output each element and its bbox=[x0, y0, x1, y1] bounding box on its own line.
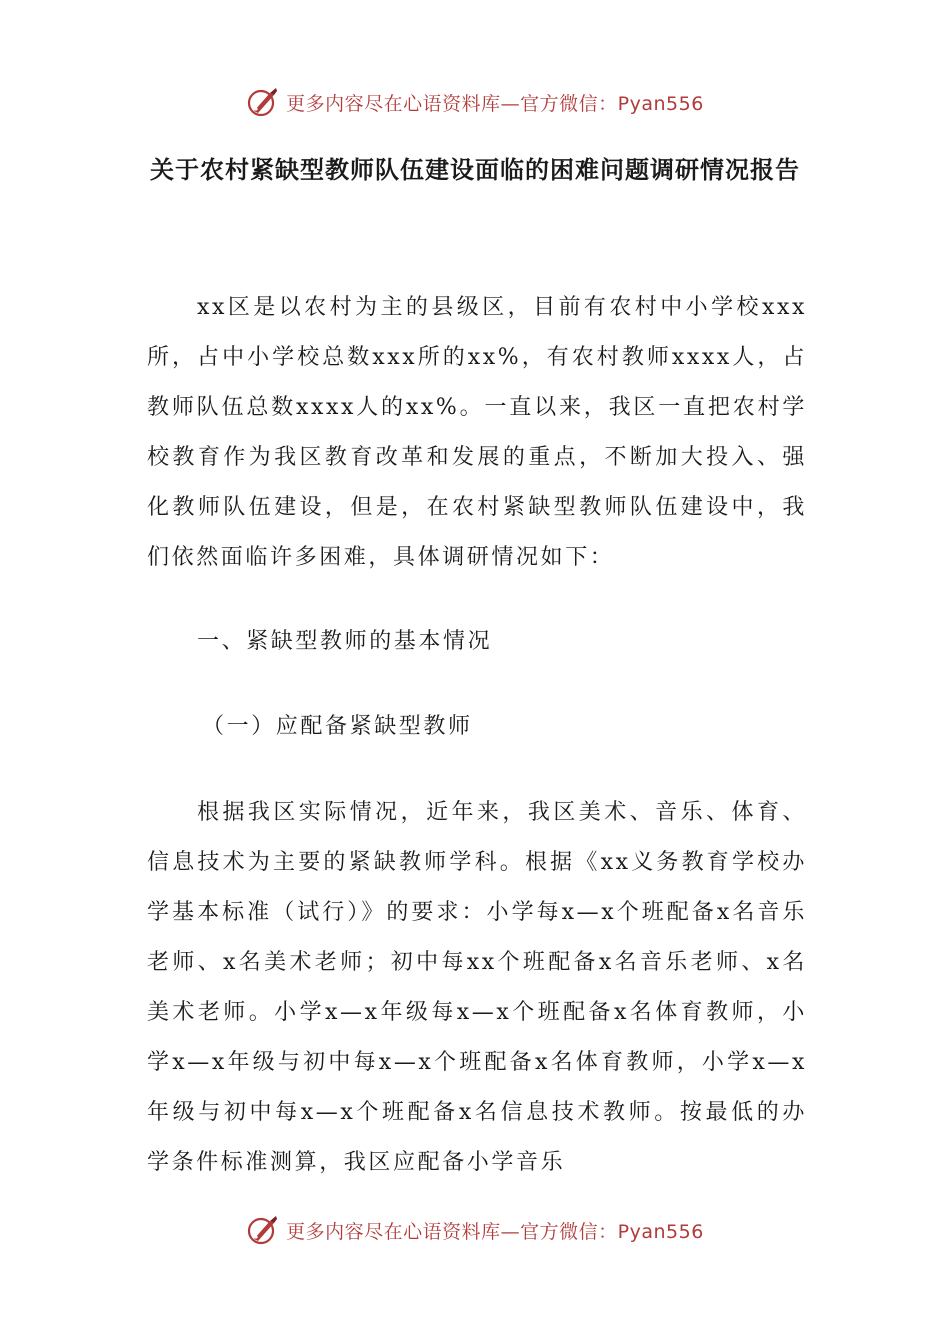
subsection-heading bbox=[147, 702, 807, 752]
pen-logo-icon bbox=[246, 85, 280, 119]
banner-caption: 更多内容尽在心语资料库—官方微信： bbox=[286, 1220, 618, 1243]
document-title: 关于农村紧缺型教师队伍建设面临的困难问题调研情况报告 bbox=[150, 156, 800, 184]
paragraph: 根据我区实际情况，近年来，我区美术、音乐、体育、信息技术为主要的紧缺教师学科。根据《xx义务教育学校办学基本标准（试行）》的要求：小学每x—x个班配备x名音乐老师、x名美术老师；初中每xx个班配备x名音乐老师、x名美术老师。小学x—x年级每x—x个班配备x名体育教师，小学x—x年级与初中每x—x个班配备x名体育教师，小学x—x年级与初中每x—x个班配备x名信息技术教师。按最低的办学条件标准测算，我区应配备小学音乐 bbox=[147, 800, 807, 1175]
banner-caption: 更多内容尽在心语资料库—官方微信： bbox=[286, 92, 618, 115]
detail-paragraph bbox=[147, 788, 807, 1188]
banner-text bbox=[286, 89, 704, 116]
subheading-text: （一）应配备紧缺型教师 bbox=[202, 714, 473, 739]
pen-logo-icon bbox=[246, 1213, 280, 1247]
banner-text bbox=[286, 1217, 704, 1244]
intro-paragraph bbox=[147, 283, 807, 583]
section-heading bbox=[147, 617, 807, 667]
paragraph: xx区是以农村为主的县级区，目前有农村中小学校xxx所，占中小学校总数xxx所的xx%，有农村教师xxxx人，占教师队伍总数xxxx人的xx%。一直以来，我区一直把农村学校教育作为我区教育改革和发展的重点，不断加大投入、强化教师队伍建设，但是，在农村紧缺型教师队伍建设中，我们依然面临许多困难，具体调研情况如下： bbox=[147, 295, 807, 570]
wechat-id: Pyan556 bbox=[617, 1220, 704, 1243]
footer-watermark-banner bbox=[0, 1210, 950, 1250]
header-watermark-banner bbox=[0, 82, 950, 122]
wechat-id: Pyan556 bbox=[617, 92, 704, 115]
heading-text: 一、紧缺型教师的基本情况 bbox=[197, 629, 493, 654]
